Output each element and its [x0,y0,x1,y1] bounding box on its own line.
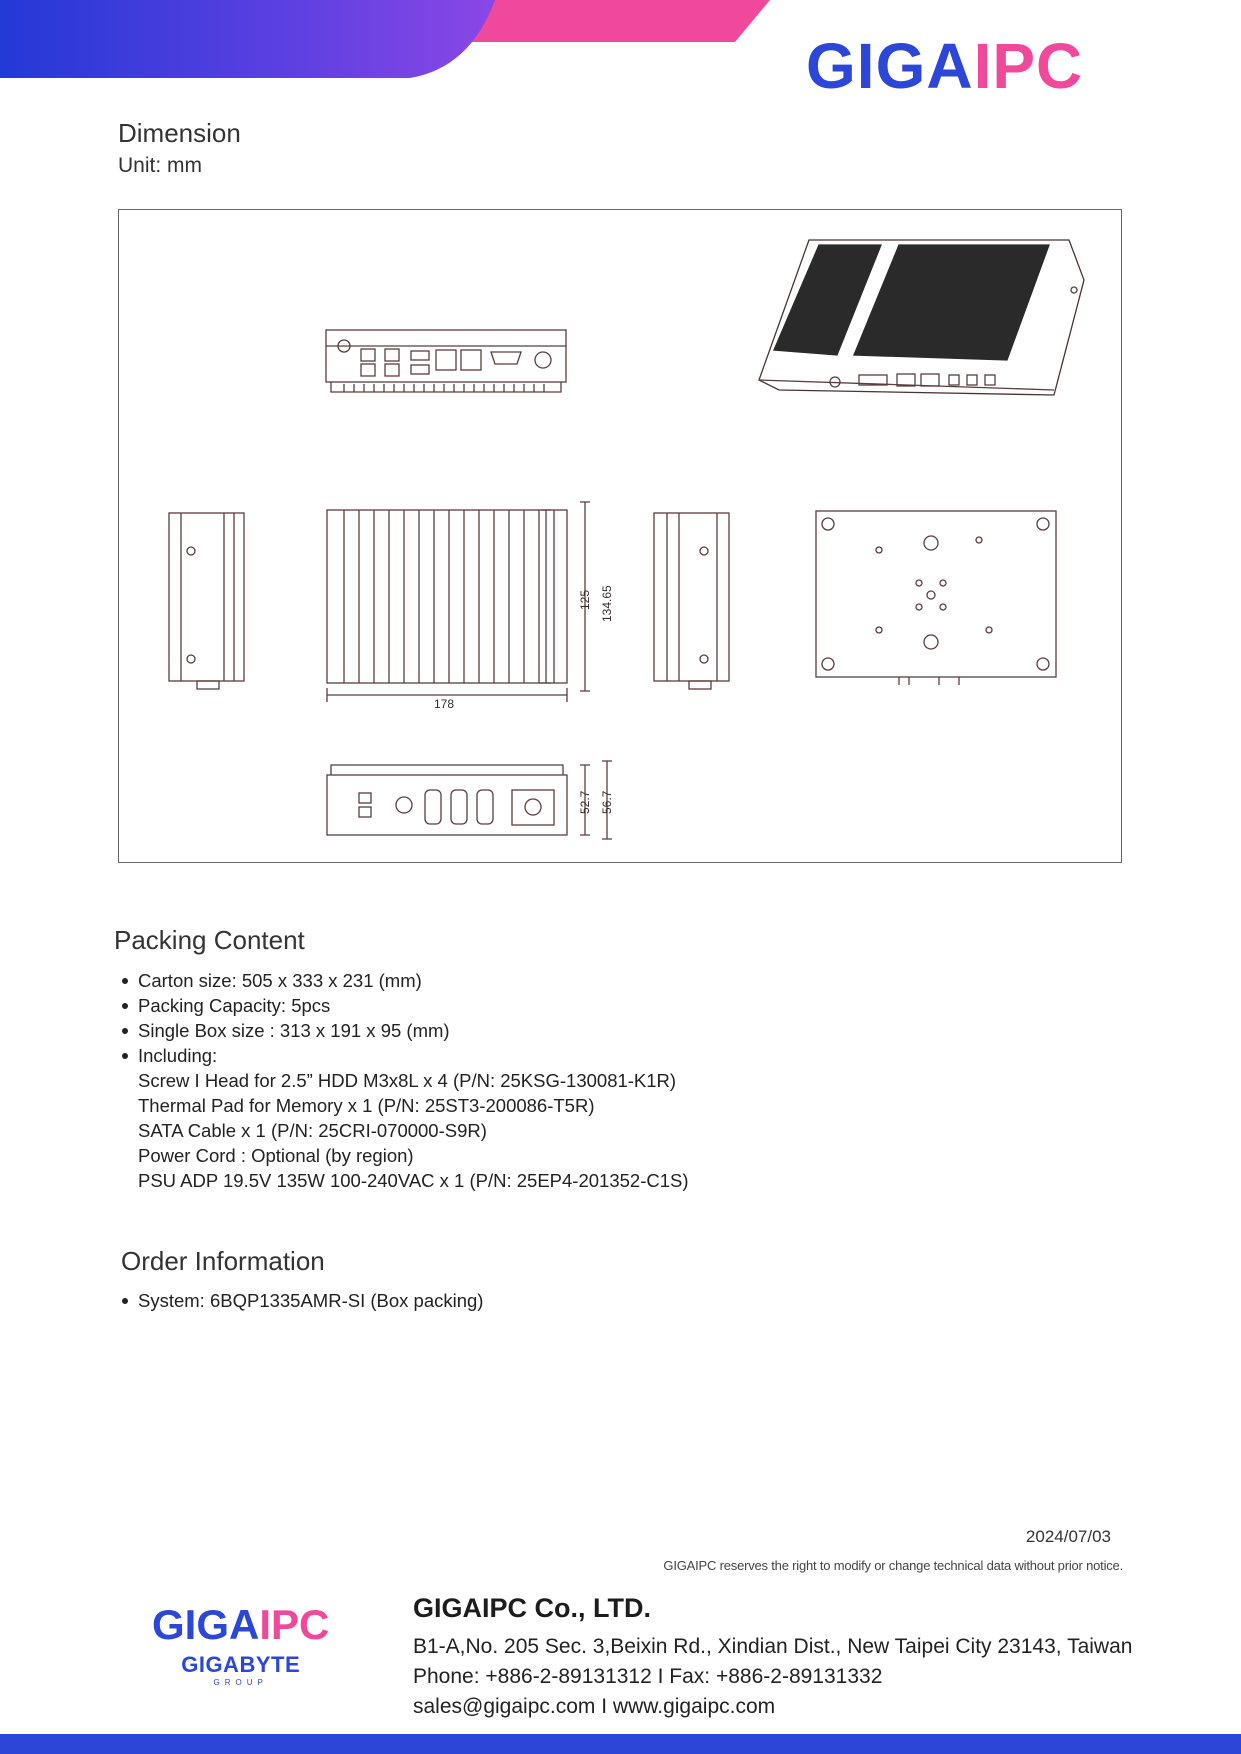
gigabyte-logo: GIGABYTE [181,1652,301,1677]
dim-height-outer-label: 56.7 [600,790,614,814]
technical-drawing [119,210,1123,864]
front-io-view [326,330,566,392]
brand-logo: GIGAIPC [806,30,1084,102]
included-item: PSU ADP 19.5V 135W 100-240VAC x 1 (P/N: 25EP4-201352-C1S) [138,1170,689,1191]
packing-item: Packing Capacity: 5pcs [118,993,689,1018]
packing-list [118,968,689,1193]
footer-bar [0,1734,1241,1754]
included-item: Thermal Pad for Memory x 1 (P/N: 25ST3-200086-T5R) [138,1095,595,1116]
packing-item: Including: [118,1043,689,1068]
company-name: GIGAIPC Co., LTD. [413,1593,651,1623]
dimension-drawing [118,209,1122,863]
footer-notice: GIGAIPC reserves the right to modify or change technical data without prior notice. [663,1558,1123,1573]
included-item: Power Cord : Optional (by region) [138,1145,414,1166]
packing-title: Packing Content [114,925,305,955]
rear-io-view [327,761,612,839]
left-side-view [169,513,244,689]
included-item: Screw I Head for 2.5” HDD M3x8L x 4 (P/N: 25KSG-130081-K1R) [138,1070,677,1091]
group-label: GROUP [213,1678,268,1687]
footer-logo: GIGAIPC GIGABYTE GROUP [152,1601,330,1687]
company-web[interactable]: sales@gigaipc.com I www.gigaipc.com [413,1695,776,1718]
dim-depth-outer-label: 134.65 [600,585,614,622]
footer-date: 2024/07/03 [1025,1527,1111,1546]
right-side-view [654,513,729,689]
top-view [327,502,590,702]
order-item: System: 6BQP1335AMR-SI (Box packing) [118,1288,483,1313]
dim-height-inner-label: 52.7 [578,790,592,814]
dim-width-label: 178 [434,697,455,711]
order-title: Order Information [121,1246,325,1276]
packing-item: Single Box size : 313 x 191 x 95 (mm) [118,1018,689,1043]
company-address: B1-A,No. 205 Sec. 3,Beixin Rd., Xindian Dist., New Taipei City 23143, Taiwan [413,1635,1133,1658]
included-item: SATA Cable x 1 (P/N: 25CRI-070000-S9R) [138,1120,487,1141]
company-contact: Phone: +886-2-89131312 I Fax: +886-2-89131332 [413,1665,883,1688]
dim-depth-inner-label: 125 [578,589,592,610]
packing-item: Carton size: 505 x 333 x 231 (mm) [118,968,689,993]
isometric-view [759,240,1084,395]
bottom-view [816,511,1056,685]
order-list [118,1288,483,1313]
company-info [413,1593,1132,1722]
dimension-unit: Unit: mm [118,154,202,177]
dimension-title: Dimension [118,118,241,148]
